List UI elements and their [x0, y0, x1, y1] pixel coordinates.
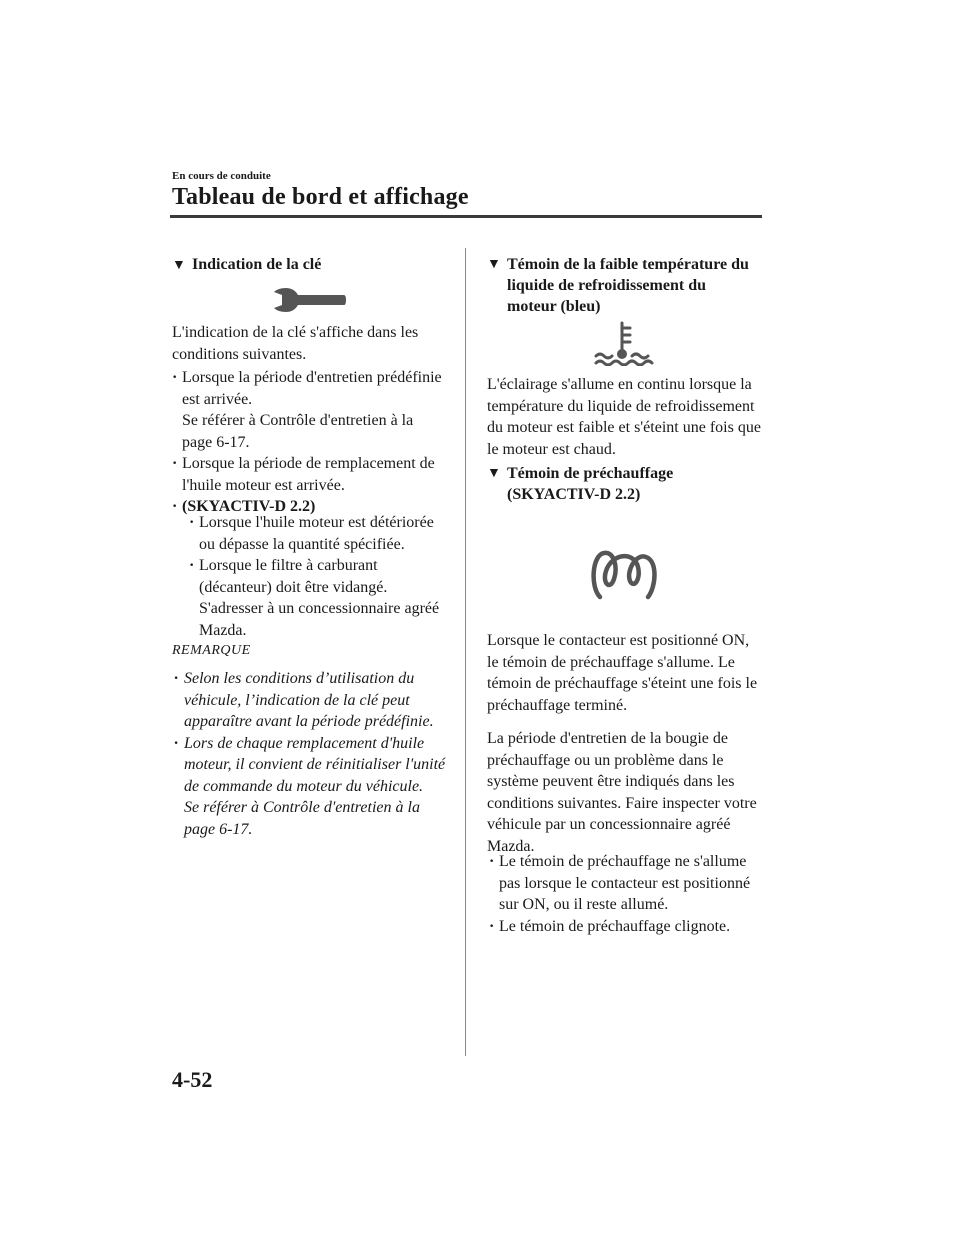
list-item: · Le témoin de préchauffage clignote. — [489, 916, 769, 938]
wrench-icon — [272, 287, 346, 313]
note-label: REMARQUE — [172, 643, 251, 658]
list-item: · Lorsque l'huile moteur est détériorée ou dépasse la quantité spécifiée. — [189, 512, 464, 555]
list-item: · Selon les conditions d’utilisation du véhicule, l’indication de la clé peut apparaître avant la période prédéfinie. — [174, 668, 462, 733]
page-title: Tableau de bord et affichage — [172, 184, 469, 210]
note-list — [174, 668, 462, 840]
list-item: · Lorsque la période d'entretien prédéfinie est arrivée. Se référer à Contrôle d'entretien à la page 6-17. — [172, 367, 462, 453]
key-bullet-list — [172, 367, 462, 518]
coolant-temperature-icon — [592, 320, 656, 366]
title-rule — [170, 215, 762, 218]
glow-plug-icon — [590, 547, 658, 601]
triangle-marker-icon: ▼ — [172, 258, 186, 273]
glow-plug-paragraph-1: Lorsque le contacteur est positionné ON, le témoin de préchauffage s'allume. Le témoin de préchauffage s'éteint une fois le préchauffage terminé. — [487, 632, 758, 714]
key-indicator-heading: ▼ Indication de la clé — [172, 254, 321, 276]
coolant-paragraph: L'éclairage s'allume en continu lorsque la température du liquide de refroidissement du moteur est faible et s'éteint une fois que le moteur est chaud. — [487, 376, 761, 458]
list-item: · Lorsque le filtre à carburant (décanteur) doit être vidangé. S'adresser à un concessionnaire agréé Mazda. — [189, 555, 464, 641]
triangle-marker-icon: ▼ — [487, 257, 501, 272]
list-item: · (SKYACTIV-D 2.2) — [172, 496, 462, 518]
page-number: 4-52 — [172, 1067, 213, 1092]
glow-plug-heading: ▼ Témoin de préchauffage (SKYACTIV-D 2.2) — [487, 465, 674, 503]
list-item: · Lors de chaque remplacement d'huile moteur, il convient de réinitialiser l'unité de commande du moteur du véhicule. Se référer à Contrôle d'entretien à la page 6-17. — [174, 733, 462, 841]
glow-plug-paragraph-2: La période d'entretien de la bougie de préchauffage ou un problème dans le système peuvent être indiqués dans les conditions suivantes. Faire inspecter votre véhicule par un concessionnaire agréé Mazda. — [487, 730, 757, 855]
glow-plug-bullet-list — [489, 851, 769, 937]
section-label: En cours de conduite — [172, 170, 271, 182]
column-divider — [465, 248, 466, 1056]
triangle-marker-icon: ▼ — [487, 466, 501, 481]
coolant-heading: ▼ Témoin de la faible température du liquide de refroidissement du moteur (bleu) — [487, 256, 749, 315]
key-sub-bullet-list — [189, 512, 464, 641]
list-item: · Le témoin de préchauffage ne s'allume pas lorsque le contacteur est positionné sur ON, ou il reste allumé. — [489, 851, 769, 916]
list-item: · Lorsque la période de remplacement de l'huile moteur est arrivée. — [172, 453, 462, 496]
key-intro: L'indication de la clé s'affiche dans les conditions suivantes. — [172, 324, 419, 363]
